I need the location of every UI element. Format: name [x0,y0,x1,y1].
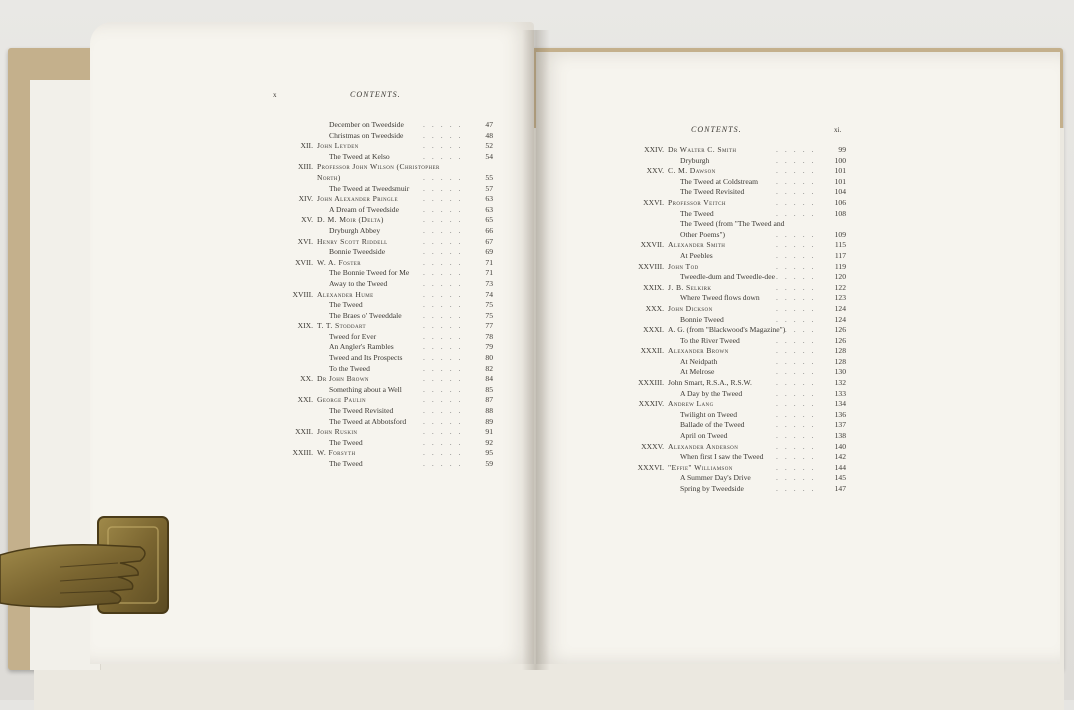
chapter-numeral: XX. [300,374,313,384]
dot-leader: ..... [776,145,821,154]
page-number: 128 [834,346,846,356]
toc-entry [606,463,846,474]
toc-entry [606,272,846,283]
poem-title: The Tweed Revisited [329,406,394,416]
author-name: W. Forsyth [317,448,356,458]
poem-title: April on Tweed [680,431,728,441]
toc-entry [273,374,493,385]
toc-entry [606,484,846,495]
dot-leader: ..... [776,420,821,430]
dot-leader: ..... [423,353,468,363]
page-number: 106 [834,197,846,207]
author-name: Alexander Hume [317,289,374,299]
toc-entry [273,141,493,152]
poem-title: Bonnie Tweedside [329,247,386,257]
page-number: 54 [485,151,493,161]
toc-entry [606,230,846,241]
toc-entry [273,226,493,237]
toc-entry [273,194,493,205]
dot-leader: ..... [776,335,821,345]
poem-title: The Tweed at Abbotsford [329,416,407,426]
page-number: 142 [834,452,846,462]
dot-leader: ..... [776,176,821,186]
page-number: 123 [834,293,846,303]
page-number: 130 [834,367,846,377]
dot-leader: ..... [423,448,468,458]
chapter-numeral: XXXII. [640,346,664,356]
dot-leader: ..... [423,278,468,288]
page-number: 120 [834,272,846,282]
toc-entry [273,395,493,406]
chapter-numeral: XXIII. [292,448,313,458]
toc-entry [273,406,493,417]
dot-leader: ..... [776,187,821,197]
toc-entry [606,166,846,177]
toc-entry [606,187,846,198]
toc-entry [273,237,493,248]
dot-leader: ..... [423,342,468,352]
toc-entry [606,293,846,304]
toc-entry [273,438,493,449]
author-name: T. T. Stoddart [317,321,366,331]
page-number: 63 [485,204,493,214]
toc-entry [273,268,493,279]
right-folio: xi. [834,126,842,134]
author-name: Dr John Brown [317,374,369,384]
author-name: George Paulin [317,395,367,405]
author-name: Professor Veitch [668,197,726,207]
toc-entry [273,162,493,173]
dot-leader: ..... [423,215,468,225]
poem-title: Other Poems") [680,229,726,239]
dot-leader: ..... [423,236,468,246]
page-number: 126 [834,325,846,335]
toc-entry [606,357,846,368]
dot-leader: ..... [423,459,468,468]
author-name: North) [317,172,341,182]
toc-entry [606,145,846,156]
poem-title: To the River Tweed [680,335,740,345]
toc-entry [606,283,846,294]
toc-entry [606,399,846,410]
page-number: 128 [834,356,846,366]
page-number: 95 [485,448,493,458]
page-number: 52 [485,141,493,151]
page-number: 79 [485,342,493,352]
dot-leader: ..... [776,155,821,165]
toc-entry [273,311,493,322]
dot-leader: ..... [776,399,821,409]
dot-leader: ..... [776,261,821,271]
dot-leader: ..... [776,452,821,462]
poem-title: The Tweed [329,300,363,310]
toc-entry [606,410,846,421]
page-number: 71 [485,268,493,278]
dot-leader: ..... [423,395,468,405]
dot-leader: ..... [423,310,468,320]
page-number: 122 [834,282,846,292]
page-number: 80 [485,353,493,363]
page-number: 75 [485,300,493,310]
chapter-numeral: XV. [301,215,313,225]
toc-entry [273,152,493,163]
dot-leader: ..... [776,303,821,313]
poem-title: Tweed for Ever [329,331,377,341]
toc-entry [273,258,493,269]
page-number: 88 [485,406,493,416]
dot-leader: ..... [776,388,821,398]
dot-leader: ..... [423,331,468,341]
poem-title: A Dream of Tweedside [329,204,399,214]
dot-leader: ..... [423,300,468,310]
poem-title: The Tweed [329,459,363,468]
author-name: W. A. Foster [317,257,361,267]
toc-entry [273,279,493,290]
page-number: 138 [834,431,846,441]
toc-entry [606,367,846,378]
dot-leader: ..... [776,240,821,250]
toc-entry [606,442,846,453]
chapter-numeral: XXIV. [644,145,664,154]
dot-leader: ..... [423,374,468,384]
poem-title: At Neidpath [680,356,718,366]
chapter-numeral: XXVI. [643,197,664,207]
author-name: Henry Scott Riddell [317,236,388,246]
page-number: 73 [485,278,493,288]
page-number: 108 [834,208,846,218]
toc-entry [606,420,846,431]
page-number: 78 [485,331,493,341]
dot-leader: ..... [776,272,821,282]
dot-leader: ..... [776,293,821,303]
dot-leader: ..... [423,363,468,373]
chapter-numeral: XXXI. [643,325,664,335]
toc-entry [273,459,493,470]
chapter-numeral: XII. [300,141,313,151]
author-name: Professor John Wilson (Christopher [317,162,440,172]
poem-title: Where Tweed flows down [680,293,760,303]
page-number: 71 [485,257,493,267]
dot-leader: ..... [423,130,468,140]
poem-title: Bonnie Tweed [680,314,724,324]
dot-leader: ..... [776,484,821,493]
toc-entry [273,321,493,332]
dot-leader: ..... [423,141,468,151]
chapter-numeral: XIX. [297,321,313,331]
poem-title: Twilight on Tweed [680,409,738,419]
author-name: C. M. Dawson [668,166,716,176]
chapter-numeral: XXIX. [643,282,664,292]
author-name: Dr Walter C. Smith [668,145,737,154]
toc-entry [273,131,493,142]
poem-title: The Tweed at Coldstream [680,176,758,186]
poem-title: Tweedle-dum and Tweedle-dee [680,272,775,282]
dot-leader: ..... [423,151,468,161]
author-name: D. M. Moir (Delta) [317,215,384,225]
toc-entry [273,184,493,195]
poem-title: Ballade of the Tweed [680,420,745,430]
author-name: John Ruskin [317,427,358,437]
brass-hand-bookmark-icon [0,515,170,615]
page-number: 89 [485,416,493,426]
toc-entry [606,251,846,262]
page-number: 63 [485,194,493,204]
page-number: 136 [834,409,846,419]
poem-title: At Peebles [680,250,713,260]
page-number: 69 [485,247,493,257]
page-number: 133 [834,388,846,398]
toc-entry [273,332,493,343]
poem-title: The Tweed at Tweedsmuir [329,183,410,193]
toc-entry [273,173,493,184]
page-number: 55 [485,172,493,182]
left-contents-title: CONTENTS. [350,90,401,99]
chapter-numeral: XIV. [298,194,313,204]
toc-entry [273,417,493,428]
toc-entry [273,385,493,396]
poem-title: When first I saw the Tweed [680,452,764,462]
poem-title: Tweed and Its Prospects [329,353,403,363]
chapter-numeral: XVII. [295,257,313,267]
right-page [536,52,1060,664]
poem-title: Spring by Tweedside [680,484,744,493]
page-number: 137 [834,420,846,430]
page-number: 82 [485,363,493,373]
poem-title: A Day by the Tweed [680,388,743,398]
poem-title: At Melrose [680,367,715,377]
poem-title: Dryburgh [680,155,710,165]
page-number: 85 [485,384,493,394]
author-name: Alexander Smith [668,240,726,250]
chapter-numeral: XXXV. [641,441,664,451]
dot-leader: ..... [423,183,468,193]
page-number: 67 [485,236,493,246]
dot-leader: ..... [776,250,821,260]
dot-leader: ..... [776,346,821,356]
dot-leader: ..... [423,194,468,204]
author-name: John Alexander Pringle [317,194,398,204]
page-number: 92 [485,437,493,447]
page-number: 144 [834,462,846,472]
toc-entry [606,304,846,315]
poem-title: Something about a Well [329,384,402,394]
toc-entry [273,342,493,353]
author-name: John Dickson [668,303,713,313]
page-number: 87 [485,395,493,405]
dot-leader: ..... [423,120,468,129]
page-number: 59 [485,459,493,468]
toc-entry [606,315,846,326]
poem-title: The Braes o' Tweeddale [329,310,402,320]
toc-entry [606,452,846,463]
toc-entry [606,336,846,347]
author-name: Alexander Anderson [668,441,739,451]
page-number: 74 [485,289,493,299]
toc-entry [273,300,493,311]
page-number: 115 [834,240,846,250]
dot-leader: ..... [776,325,821,335]
dot-leader: ..... [423,172,468,182]
toc-entry [606,209,846,220]
dot-leader: ..... [423,437,468,447]
page-number: 100 [834,155,846,165]
chapter-numeral: XXVII. [640,240,664,250]
toc-entry [606,346,846,357]
toc-entry [606,240,846,251]
left-folio: x [273,91,277,99]
author-name: J. B. Selkirk [668,282,712,292]
dot-leader: ..... [423,247,468,257]
toc-entry [606,156,846,167]
author-name: A. G. (from "Blackwood's Magazine") [668,325,786,335]
page-number: 84 [485,374,493,384]
toc-entry [606,262,846,273]
dot-leader: ..... [776,409,821,419]
toc-entry [606,431,846,442]
page-number: 117 [834,250,846,260]
page-number: 147 [834,484,846,493]
chapter-numeral: XXXVI. [637,462,664,472]
dot-leader: ..... [776,314,821,324]
toc-entry [606,389,846,400]
poem-title: The Tweed (from "The Tweed and [680,219,785,229]
dot-leader: ..... [776,229,821,239]
toc-entry [606,325,846,336]
dot-leader: ..... [423,225,468,235]
dot-leader: ..... [776,208,821,218]
dot-leader: ..... [776,282,821,292]
author-name: Andrew Lang [668,399,714,409]
chapter-numeral: XXXIV. [638,399,664,409]
poem-title: The Tweed at Kelso [329,151,390,161]
toc-entry [606,219,846,230]
chapter-numeral: XXII. [295,427,313,437]
toc-entry [606,378,846,389]
dot-leader: ..... [776,378,821,388]
poem-title: Away to the Tweed [329,278,388,288]
chapter-numeral: XIII. [298,162,313,172]
page-number: 124 [834,303,846,313]
toc-entry [273,427,493,438]
dot-leader: ..... [776,197,821,207]
toc-entry [273,364,493,375]
page-number: 101 [834,176,846,186]
dot-leader: ..... [423,321,468,331]
chapter-numeral: XXX. [645,303,664,313]
page-number: 109 [834,229,846,239]
book-gutter [522,30,550,670]
chapter-numeral: XXI. [297,395,313,405]
page-number: 65 [485,215,493,225]
dot-leader: ..... [423,268,468,278]
page-number: 119 [834,261,846,271]
toc-entry [273,247,493,258]
author-name: John Leyden [317,141,359,151]
dot-leader: ..... [776,473,821,483]
toc-entry [273,448,493,459]
author-name: Alexander Brown [668,346,729,356]
author-name: John Tod [668,261,699,271]
dot-leader: ..... [776,367,821,377]
chapter-numeral: XVIII. [292,289,313,299]
dot-leader: ..... [776,441,821,451]
page-number: 101 [834,166,846,176]
page-number: 47 [485,120,493,129]
right-contents-title: CONTENTS. [691,125,742,134]
poem-title: The Tweed [329,437,363,447]
page-number: 140 [834,441,846,451]
author-name: John Smart, R.S.A., R.S.W. [668,378,752,388]
page-number: 75 [485,310,493,320]
author-name: "Effie" Williamson [668,462,733,472]
poem-title: Dryburgh Abbey [329,225,381,235]
dot-leader: ..... [423,427,468,437]
poem-title: December on Tweedside [329,120,404,129]
dot-leader: ..... [423,416,468,426]
page-number: 57 [485,183,493,193]
dot-leader: ..... [423,257,468,267]
page-number: 132 [834,378,846,388]
dot-leader: ..... [776,356,821,366]
toc-entry [273,353,493,364]
dot-leader: ..... [776,462,821,472]
dot-leader: ..... [423,289,468,299]
poem-title: A Summer Day's Drive [680,473,751,483]
toc-entry [273,290,493,301]
page-number: 99 [838,145,846,154]
poem-title: An Angler's Rambles [329,342,394,352]
page-number: 145 [834,473,846,483]
dot-leader: ..... [776,431,821,441]
page-number: 77 [485,321,493,331]
poem-title: The Bonnie Tweed for Me [329,268,410,278]
poem-title: The Tweed Revisited [680,187,745,197]
page-number: 104 [834,187,846,197]
page-number: 66 [485,225,493,235]
chapter-numeral: XXV. [646,166,664,176]
page-number: 91 [485,427,493,437]
page-number: 126 [834,335,846,345]
dot-leader: ..... [423,204,468,214]
toc-entry [273,120,493,131]
page-number: 124 [834,314,846,324]
toc-entry [606,198,846,209]
chapter-numeral: XXXIII. [638,378,664,388]
right-toc [606,145,846,495]
left-toc [273,120,493,470]
toc-entry [273,215,493,226]
poem-title: To the Tweed [329,363,370,373]
dot-leader: ..... [423,384,468,394]
chapter-numeral: XVI. [297,236,313,246]
page-number: 134 [834,399,846,409]
toc-entry [606,177,846,188]
dot-leader: ..... [423,406,468,416]
poem-title: Christmas on Tweedside [329,130,404,140]
chapter-numeral: XXVIII. [638,261,664,271]
toc-entry [606,473,846,484]
toc-entry [273,205,493,216]
dot-leader: ..... [776,166,821,176]
page-number: 48 [485,130,493,140]
poem-title: The Tweed [680,208,714,218]
